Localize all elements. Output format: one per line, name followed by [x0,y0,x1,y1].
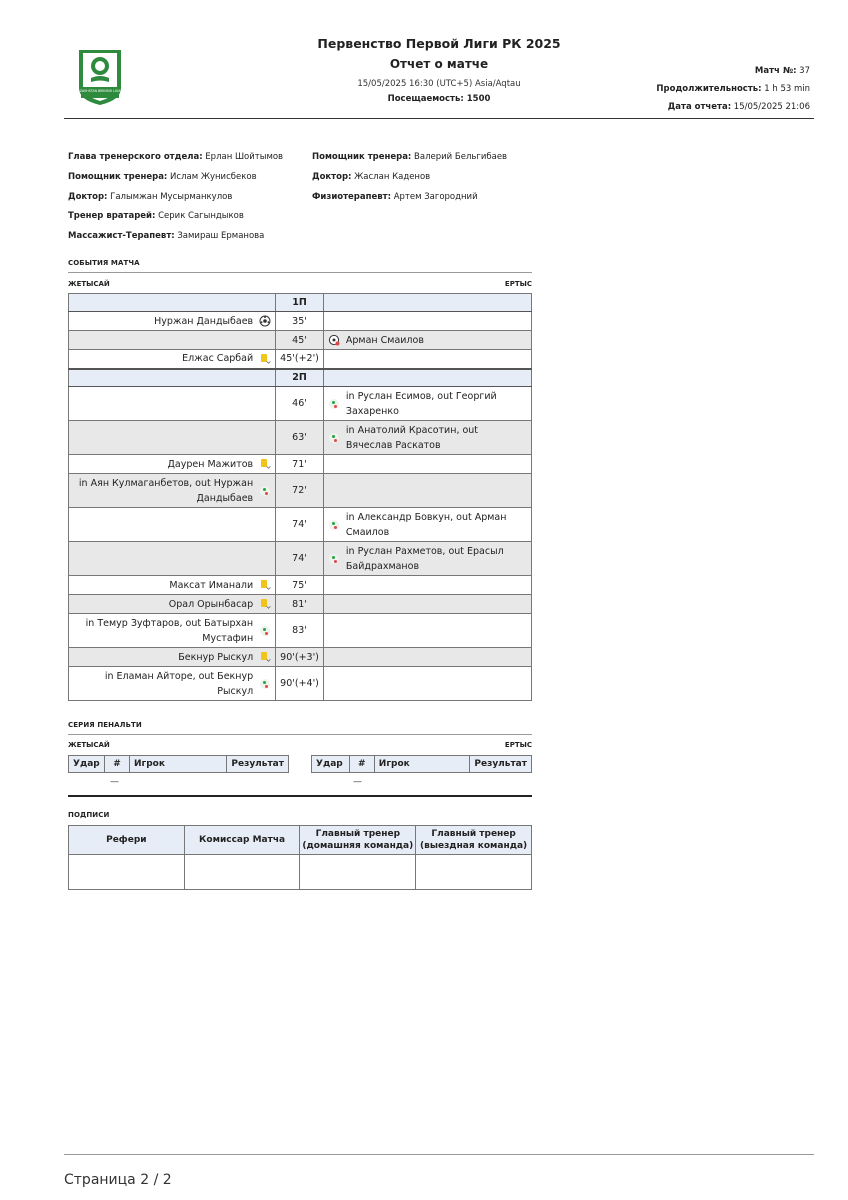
home-event [73,351,271,366]
event-row [69,614,532,648]
col-player: Игрок [374,756,470,773]
staff-role: Доктор: [68,191,108,202]
away-event-cell [323,648,531,667]
goal-icon [259,315,271,327]
event-minute: 35' [276,312,324,331]
away-event [328,333,527,348]
event-minute: 74' [276,542,324,576]
away-event-cell [323,331,531,350]
staff-name: Ислам Жунисбеков [170,171,257,182]
match-number-value: 37 [799,66,810,76]
event-text: in Руслан Есимов, out Георгий Захаренко [345,390,497,417]
league-logo [75,48,125,106]
staff-role: Глава тренерского отдела: [68,152,203,162]
period-header-row [69,369,532,387]
yellow-card-icon [259,353,271,365]
substitution-icon [328,519,340,531]
report-date-value: 15/05/2025 21:06 [733,102,810,112]
event-row [69,387,532,421]
staff-role: Помощник тренера: [312,152,412,162]
signature-box [184,855,300,890]
home-event [73,597,271,612]
away-event-cell [323,576,531,595]
staff-name: Серик Сагындыков [158,211,244,222]
attendance [274,94,604,104]
event-text: Бекнур Рыскул [178,651,254,663]
duration-value: 1 h 53 min [764,84,810,94]
event-text: Арман Смаилов [345,334,424,346]
staff-name: Валерий Бельгибаев [414,152,508,162]
staff-column-right [312,152,562,211]
away-event [328,423,527,453]
away-event [328,544,527,574]
col-kick: Удар [69,756,105,773]
away-event-cell [323,387,531,421]
attendance-value: 1500 [466,94,491,104]
event-row [69,474,532,508]
event-row [69,667,532,701]
match-datetime: 15/05/2025 16:30 (UTC+5) Asia/Aqtau [357,79,521,89]
event-text: Орал Орынбасар [168,598,254,610]
event-text: Максат Иманали [169,579,254,591]
event-minute: 90'(+3') [276,648,324,667]
away-team-label: ЕРТЫС [504,280,532,288]
home-event-cell [69,576,276,595]
event-row [69,421,532,455]
event-text: in Темур Зуфтаров, out Батырхан Мустафин [85,617,254,644]
home-event-cell [69,455,276,474]
report-date-label: Дата отчета: [667,102,732,112]
home-event [73,314,271,329]
signatures-table [68,825,532,890]
away-event-cell [323,421,531,455]
home-event-cell [69,350,276,369]
away-penalties-empty: — [353,777,362,787]
event-row [69,648,532,667]
event-minute: 74' [276,508,324,542]
home-event-cell [69,648,276,667]
staff-name: Жаслан Каденов [354,171,431,182]
away-event-cell [323,455,531,474]
staff-name: Замираш Ерманова [177,231,265,242]
staff-entry [68,192,318,212]
event-minute: 71' [276,455,324,474]
yellow-card-icon [259,651,271,663]
home-event-cell [69,421,276,455]
staff-column-left [68,152,318,251]
yellow-card-icon [259,458,271,470]
period-label: 1П [276,294,324,312]
event-minute: 45' [276,331,324,350]
divider [68,734,532,735]
home-event [73,578,271,593]
staff-name: Ерлан Шойтымов [205,152,284,162]
header-center [274,36,604,104]
event-row [69,312,532,331]
event-row [69,350,532,369]
sig-away-coach: Главный тренер (выездная команда) [416,826,532,855]
home-event-cell [69,331,276,350]
staff-entry [68,172,318,192]
penalties-header-row [69,756,289,773]
home-event-cell [69,474,276,508]
home-event [73,650,271,665]
period-label: 2П [276,369,324,387]
away-event-cell [323,595,531,614]
home-event-cell [69,667,276,701]
footer-divider [64,1154,814,1155]
penalties-header-row [312,756,532,773]
home-event-cell [69,542,276,576]
substitution-icon [328,432,340,444]
period-spacer [69,369,276,387]
event-minute: 63' [276,421,324,455]
home-penalties-empty: — [110,777,119,787]
penalties-teams [68,741,532,749]
away-team-label: ЕРТЫС [504,741,532,749]
staff-entry [312,172,562,192]
event-minute: 90'(+4') [276,667,324,701]
staff-entry [68,152,318,172]
event-row [69,508,532,542]
event-text: Нуржан Дандыбаев [154,315,254,327]
yellow-card-icon [259,579,271,591]
penalties-section-label: СЕРИЯ ПЕНАЛЬТИ [68,721,142,729]
event-text: in Анатолий Красотин, out Вячеслав Раскатов [345,424,479,451]
away-event-cell [323,542,531,576]
logo-text: KAZAKHSTAN BIRINSHI LIGASY [75,89,125,93]
event-minute: 81' [276,595,324,614]
match-number [656,62,810,80]
events-section-label: СОБЫТИЯ МАТЧА [68,259,140,267]
away-event-cell [323,474,531,508]
substitution-icon [259,485,271,497]
attendance-label: Посещаемость: [387,94,464,104]
event-row [69,542,532,576]
event-text: Елжас Сарбай [182,353,254,365]
period-spacer [69,294,276,312]
home-event-cell [69,387,276,421]
yellow-card-icon [259,598,271,610]
home-team-label: ЖЕТЫСАЙ [68,741,110,749]
event-minute: 45'(+2') [276,350,324,369]
away-event [328,510,527,540]
staff-name: Галымжан Мусырманкулов [110,191,233,202]
report-date [656,98,810,116]
away-event-cell [323,667,531,701]
event-text: Даурен Мажитов [167,458,254,470]
home-event [73,669,271,699]
event-minute: 75' [276,576,324,595]
period-spacer [323,294,531,312]
sig-referee: Рефери [69,826,185,855]
staff-entry [68,231,318,251]
staff-role: Доктор: [312,171,352,182]
away-event-cell [323,614,531,648]
away-penalties-table [311,755,532,773]
event-minute: 83' [276,614,324,648]
away-event [328,389,527,419]
event-row [69,331,532,350]
signature-box [416,855,532,890]
home-penalties-table [68,755,289,773]
period-spacer [323,369,531,387]
signature-box [69,855,185,890]
home-event-cell [69,312,276,331]
event-text: in Аян Кулмаганбетов, out Нуржан Дандыбаев [78,477,254,504]
section-divider [68,795,532,797]
substitution-icon [328,553,340,565]
col-result: Результат [227,756,289,773]
event-text: in Александр Бовкун, out Арман Смаилов [345,511,507,538]
substitution-icon [259,625,271,637]
sig-home-coach: Главный тренер (домашняя команда) [300,826,416,855]
match-number-label: Матч №: [754,66,797,76]
staff-role: Тренер вратарей: [68,211,156,222]
events-table [68,293,532,701]
event-row [69,576,532,595]
divider [68,272,532,273]
signatures-header-row [69,826,532,855]
events-teams [68,280,532,288]
report-subtitle: Отчет о матче [389,57,489,71]
staff-entry [68,211,318,231]
substitution-icon [259,678,271,690]
staff-name: Артем Загородний [393,191,478,202]
page-number: Страница 2 / 2 [64,1172,172,1188]
home-event-cell [69,614,276,648]
event-row [69,595,532,614]
own-goal-icon [328,334,340,346]
staff-role: Массажист-Терапевт: [68,231,175,242]
home-event-cell [69,508,276,542]
sig-commissioner: Комиссар Матча [184,826,300,855]
report-header [64,30,814,119]
match-duration [656,80,810,98]
signatures-section-label: ПОДПИСИ [68,811,110,819]
away-event-cell [323,312,531,331]
away-event-cell [323,350,531,369]
home-event-cell [69,595,276,614]
col-number: # [104,756,129,773]
staff-entry [312,192,562,212]
substitution-icon [328,398,340,410]
event-text: in Еламан Айторе, out Бекнур Рыскул [104,670,254,697]
signatures-blank-row [69,855,532,890]
home-event [73,457,271,472]
staff-role: Физиотерапевт: [312,191,391,202]
home-event [73,616,271,646]
home-event [73,476,271,506]
col-player: Игрок [129,756,226,773]
away-event-cell [323,508,531,542]
col-kick: Удар [312,756,350,773]
col-number: # [349,756,374,773]
staff-role: Помощник тренера: [68,171,168,182]
staff-entry [312,152,562,172]
event-row [69,455,532,474]
period-header-row [69,294,532,312]
event-minute: 46' [276,387,324,421]
event-minute: 72' [276,474,324,508]
col-result: Результат [470,756,532,773]
duration-label: Продолжительность: [656,84,762,94]
event-text: in Руслан Рахметов, out Ерасыл Байдрахманов [345,545,504,572]
signature-box [300,855,416,890]
report-title: Первенство Первой Лиги РК 2025 [317,36,561,51]
home-team-label: ЖЕТЫСАЙ [68,280,110,288]
header-meta [656,62,810,116]
